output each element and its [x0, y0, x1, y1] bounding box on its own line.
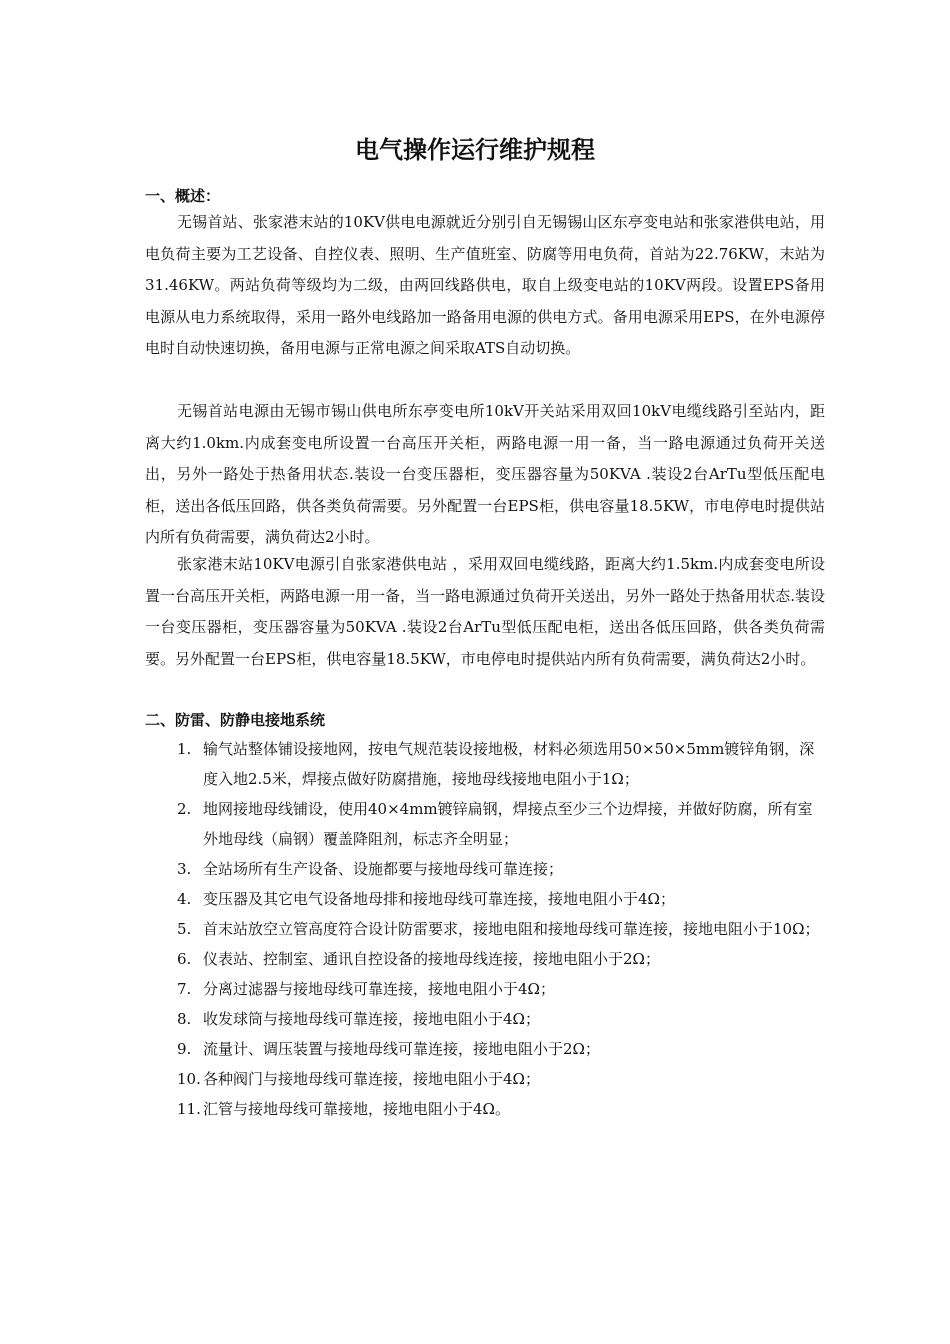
list-item	[145, 1004, 825, 1034]
paragraph-power-supply-overview: 无锡首站、张家港末站的10KV供电电源就近分别引自无锡锡山区东亭变电站和张家港供电站，用电负荷主要为工艺设备、自控仪表、照明、生产值班室、防腐等用电负荷，首站为22.76KW，末站为31.46KW。两站负荷等级均为二级，由两回线路供电，取自上级变电站的10KV两段。设置EPS备用电源从电力系统取得，采用一路外电线路加一路备用电源的供电方式。备用电源采用EPS，在外电源停电时自动快速切换，备用电源与正常电源之间采取ATS自动切换。	[145, 213, 825, 357]
list-item-text: 输气站整体铺设接地网，按电气规范装设接地极，材料必须选用50×50×5mm镀锌角钢，深度入地2.5米，焊接点做好防腐措施，接地母线接地电阻小于1Ω；	[203, 740, 815, 788]
list-item-text: 汇管与接地母线可靠接地，接地电阻小于4Ω。	[203, 1100, 510, 1118]
list-item-text: 全站场所有生产设备、设施都要与接地母线可靠连接；	[203, 860, 564, 878]
list-item	[145, 794, 825, 854]
list-item	[145, 974, 825, 1004]
list-item	[145, 884, 825, 914]
list-item-number: 5.	[177, 920, 192, 938]
list-item	[145, 734, 825, 794]
list-item-number: 2.	[177, 800, 192, 818]
list-item-text: 各种阀门与接地母线可靠连接，接地电阻小于4Ω；	[203, 1070, 540, 1088]
list-item-text: 收发球筒与接地母线可靠连接，接地电阻小于4Ω；	[203, 1010, 540, 1028]
document-title: 电气操作运行维护规程	[355, 136, 595, 164]
section-heading-overview: 一、概述：	[145, 187, 221, 205]
list-item-text: 流量计、调压装置与接地母线可靠连接，接地电阻小于2Ω；	[203, 1040, 600, 1058]
list-item-number: 7.	[177, 980, 192, 998]
list-item-text: 首末站放空立管高度符合设计防雷要求，接地电阻和接地母线可靠连接，接地电阻小于10Ω；	[203, 920, 820, 938]
paragraph-wuxi-station-power: 无锡首站电源由无锡市锡山供电所东亭变电所10kV开关站采用双回10kV电缆线路引至站内，距离大约1.0km.内成套变电所设置一台高压开关柜，两路电源一用一备，当一路电源通过负荷开关送出，另外一路处于热备用状态.装设一台变压器柜，变压器容量为50KVA .装设2台ArTu型低压配电柜，送出各低压回路，供各类负荷需要。另外配置一台EPS柜，供电容量18.5KW，市电停电时提供站内所有负荷需要，满负荷达2小时。	[145, 402, 825, 546]
list-item-text: 分离过滤器与接地母线可靠连接，接地电阻小于4Ω；	[203, 980, 555, 998]
list-item-number: 1.	[177, 740, 192, 758]
list-item-number: 6.	[177, 950, 192, 968]
list-item-text: 地网接地母线铺设，使用40×4mm镀锌扁钢，焊接点至少三个边焊接，并做好防腐，所有室外地母线（扁钢）覆盖降阻剂，标志齐全明显；	[203, 800, 813, 848]
paragraph-zhangjiagang-station-power: 张家港末站10KV电源引自张家港供电站 ，采用双回电缆线路，距离大约1.5km.内成套变电所设置一台高压开关柜，两路电源一用一备，当一路电源通过负荷开关送出，另外一路处于热备用状态.装设一台变压器柜，变压器容量为50KVA .装设2台ArTu型低压配电柜，送出各低压回路，供各类负荷需要。另外配置一台EPS柜，供电容量18.5KW，市电停电时提供站内所有负荷需要，满负荷达2小时。	[145, 555, 825, 668]
list-item	[145, 854, 825, 884]
list-item-number: 9.	[177, 1040, 192, 1058]
section-heading-grounding: 二、防雷、防静电接地系统	[145, 711, 326, 729]
list-item	[145, 944, 825, 974]
list-item-number: 8.	[177, 1010, 192, 1028]
grounding-requirements-list	[145, 734, 825, 1124]
list-item-text: 变压器及其它电气设备地母排和接地母线可靠连接，接地电阻小于4Ω；	[203, 890, 675, 908]
list-item-number: 4.	[177, 890, 192, 908]
list-item	[145, 1034, 825, 1064]
list-item-text: 仪表站、控制室、通讯自控设备的接地母线连接，接地电阻小于2Ω；	[203, 950, 660, 968]
list-item-number: 11.	[177, 1100, 201, 1118]
list-item-number: 3.	[177, 860, 192, 878]
list-item	[145, 1094, 825, 1124]
list-item	[145, 914, 825, 944]
list-item-number: 10.	[177, 1070, 201, 1088]
list-item	[145, 1064, 825, 1094]
